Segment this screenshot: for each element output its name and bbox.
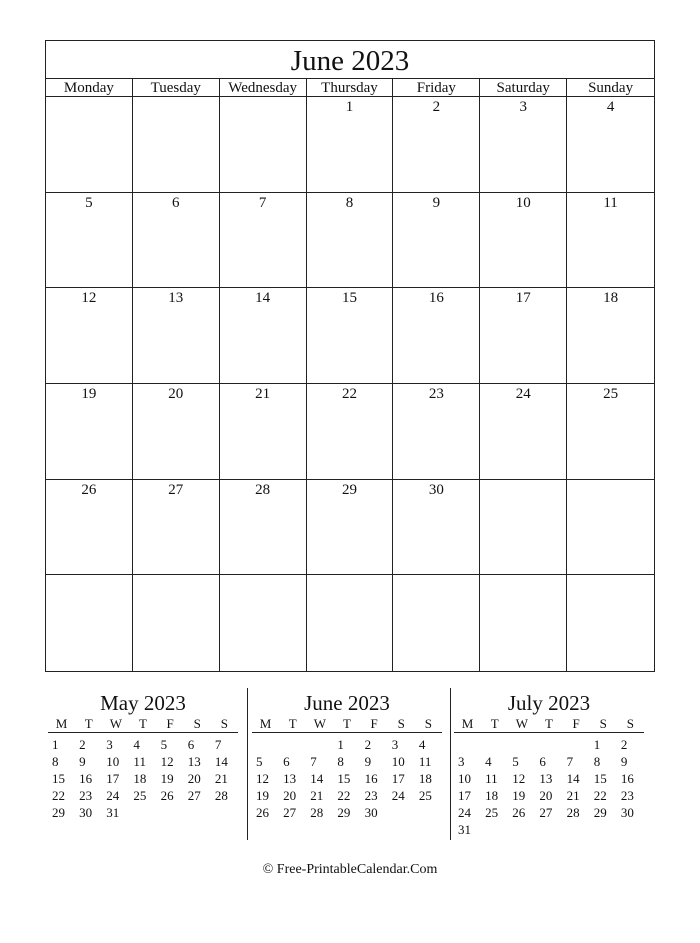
mini-weekday-label: T: [139, 716, 147, 731]
day-cell: 19: [46, 384, 133, 480]
day-cell: 17: [480, 288, 567, 384]
mini-weekday-label: T: [343, 716, 351, 731]
mini-day: 15: [52, 771, 65, 786]
mini-day: 1: [337, 737, 344, 752]
mini-day: 4: [485, 754, 492, 769]
mini-day: 23: [364, 788, 378, 803]
day-cell: 3: [480, 97, 567, 193]
mini-day: 26: [512, 805, 526, 820]
mini-day: 6: [187, 737, 195, 752]
mini-weekday-label: F: [572, 716, 580, 731]
mini-day: 15: [593, 771, 607, 786]
mini-day: 15: [337, 771, 351, 786]
day-cell: [133, 97, 220, 193]
day-cell: 1: [307, 97, 394, 193]
mini-day: 5: [256, 754, 263, 769]
mini-day: 25: [133, 788, 147, 803]
weekday-label: Friday: [393, 79, 480, 97]
weekday-label: Wednesday: [220, 79, 307, 97]
mini-day: [252, 736, 279, 753]
mini-day: 30: [620, 805, 634, 820]
mini-day: 22: [337, 788, 351, 803]
mini-day: 16: [620, 771, 634, 786]
mini-day: 12: [512, 771, 526, 786]
day-cell: [480, 575, 567, 671]
mini-weekday-label: W: [313, 716, 326, 731]
mini-day: 19: [512, 788, 526, 803]
mini-weekday-label: S: [626, 716, 635, 731]
mini-day: 16: [79, 771, 93, 786]
mini-day: 9: [620, 754, 628, 769]
day-cell: 2: [393, 97, 480, 193]
weekday-label: Tuesday: [133, 79, 220, 97]
day-cell: 22: [307, 384, 394, 480]
weekday-label: Sunday: [588, 80, 634, 96]
day-cell: 24: [480, 384, 567, 480]
mini-separator: [247, 688, 248, 840]
weekday-label: Monday: [46, 79, 133, 97]
mini-day: 25: [418, 788, 432, 803]
mini-day: 21: [310, 788, 324, 803]
calendar-grid: [46, 97, 654, 671]
day-cell: 10: [480, 193, 567, 289]
mini-day: [306, 736, 333, 753]
mini-day: 18: [485, 788, 499, 803]
mini-day: 1: [52, 737, 59, 752]
mini-calendar-title: July 2023: [507, 691, 591, 715]
mini-day: 31: [458, 822, 471, 837]
mini-day: 7: [310, 754, 317, 769]
mini-day: 20: [539, 788, 553, 803]
mini-day: 11: [418, 754, 432, 769]
mini-day: 14: [214, 754, 228, 769]
mini-day: 2: [364, 737, 372, 752]
mini-day: 16: [364, 771, 378, 786]
mini-day: 10: [106, 754, 120, 769]
mini-day: 8: [593, 754, 601, 769]
day-cell: 26: [46, 480, 133, 576]
mini-day: 5: [512, 754, 519, 769]
day-cell: 7: [220, 193, 307, 289]
mini-calendar-days: [454, 736, 644, 838]
day-cell: [567, 575, 654, 671]
mini-day: 10: [391, 754, 405, 769]
mini-separator: [450, 688, 451, 840]
mini-day: 8: [337, 754, 344, 769]
mini-day: 8: [52, 754, 59, 769]
mini-weekday-label: S: [193, 716, 201, 731]
day-cell: 21: [220, 384, 307, 480]
day-cell: 8: [307, 193, 394, 289]
mini-day: 19: [160, 771, 174, 786]
mini-day: 14: [566, 771, 580, 786]
mini-weekday-label: T: [288, 716, 297, 731]
mini-day: 12: [256, 771, 269, 786]
mini-calendar-header: [454, 716, 644, 733]
day-cell: 4: [567, 97, 654, 193]
day-cell: [393, 575, 480, 671]
mini-day: 28: [566, 805, 580, 820]
mini-weekday-label: S: [424, 716, 433, 731]
day-cell: 23: [393, 384, 480, 480]
mini-day: 21: [214, 771, 228, 786]
mini-day: 22: [593, 788, 607, 803]
mini-day: 27: [283, 805, 297, 820]
mini-day: 13: [283, 771, 297, 786]
day-cell: 30: [393, 480, 480, 576]
mini-day: 11: [133, 754, 146, 769]
mini-day: 30: [79, 805, 93, 820]
mini-day: 12: [160, 754, 174, 769]
mini-calendar-days: [252, 736, 442, 821]
mini-calendar-days: [48, 736, 238, 821]
mini-day: 9: [79, 754, 86, 769]
mini-calendar-may: [48, 690, 238, 821]
mini-day: 13: [539, 771, 553, 786]
mini-day: [454, 736, 481, 753]
mini-day: 4: [133, 737, 140, 752]
mini-day: 20: [283, 788, 297, 803]
day-cell: [307, 575, 394, 671]
mini-day: 20: [187, 771, 201, 786]
mini-day: 2: [79, 737, 86, 752]
mini-day: 30: [364, 805, 378, 820]
day-cell: 27: [133, 480, 220, 576]
day-cell: 29: [307, 480, 394, 576]
mini-day: 28: [214, 788, 228, 803]
mini-day: 19: [256, 788, 269, 803]
day-cell: 25: [567, 384, 654, 480]
mini-day: [535, 736, 562, 753]
day-cell: 16: [393, 288, 480, 384]
day-cell: 5: [46, 193, 133, 289]
day-cell: [133, 575, 220, 671]
day-cell: 6: [133, 193, 220, 289]
mini-weekday-label: F: [166, 716, 174, 731]
mini-weekday-label: W: [515, 716, 528, 731]
mini-calendar-june: [252, 690, 442, 821]
mini-day: 23: [620, 788, 634, 803]
mini-calendar-title: May 2023: [100, 691, 186, 715]
mini-calendar-title: June 2023: [304, 691, 390, 715]
day-cell: 12: [46, 288, 133, 384]
mini-calendar-july: [454, 690, 644, 838]
day-cell: [220, 97, 307, 193]
calendar-title: June 2023: [46, 41, 654, 79]
day-cell: 15: [307, 288, 394, 384]
mini-weekday-label: T: [545, 716, 553, 731]
mini-day: 23: [79, 788, 93, 803]
mini-weekday-label: F: [370, 716, 378, 731]
mini-weekday-label: M: [461, 716, 474, 731]
mini-day: 7: [214, 737, 222, 752]
mini-day: 28: [310, 805, 324, 820]
mini-day: 17: [106, 771, 120, 786]
weekday-label: Thursday: [307, 79, 394, 97]
mini-day: 31: [106, 805, 120, 820]
day-cell: 28: [220, 480, 307, 576]
mini-calendar-header: [48, 716, 238, 733]
mini-weekday-label: S: [397, 716, 405, 731]
mini-day: 9: [364, 754, 372, 769]
mini-day: 13: [187, 754, 201, 769]
mini-day: 17: [458, 788, 471, 803]
mini-day: 25: [485, 805, 499, 820]
mini-day: 3: [391, 737, 399, 752]
mini-day: 29: [337, 805, 351, 820]
mini-day: 2: [620, 737, 628, 752]
mini-day: 29: [593, 805, 607, 820]
day-cell: [567, 480, 654, 576]
mini-day: 10: [458, 771, 471, 786]
main-calendar: [45, 40, 655, 672]
mini-day: 7: [566, 754, 574, 769]
mini-day: [508, 736, 535, 753]
mini-day: 26: [160, 788, 174, 803]
day-cell: 9: [393, 193, 480, 289]
mini-day: 6: [539, 754, 546, 769]
mini-weekday-label: W: [109, 716, 122, 731]
day-cell: 18: [567, 288, 654, 384]
day-cell: 20: [133, 384, 220, 480]
mini-day: 24: [106, 788, 120, 803]
mini-day: 4: [418, 737, 426, 752]
mini-day: [563, 736, 590, 753]
mini-day: [279, 736, 306, 753]
mini-day: 27: [187, 788, 201, 803]
weekday-header-row: [46, 79, 654, 97]
day-cell: [480, 480, 567, 576]
mini-day: 18: [418, 771, 432, 786]
mini-day: 26: [256, 805, 269, 820]
mini-day: 24: [458, 805, 471, 820]
weekday-label: Saturday: [480, 79, 567, 97]
mini-day: 27: [539, 805, 553, 820]
mini-calendar-header: [252, 716, 442, 733]
mini-day: 21: [566, 788, 580, 803]
mini-weekday-label: T: [84, 716, 93, 731]
day-cell: 13: [133, 288, 220, 384]
mini-day: 14: [310, 771, 324, 786]
mini-day: 1: [593, 737, 601, 752]
mini-day: 3: [458, 754, 465, 769]
mini-day: 18: [133, 771, 147, 786]
mini-day: 3: [106, 737, 113, 752]
mini-day: 17: [391, 771, 405, 786]
mini-day: 11: [485, 771, 498, 786]
mini-weekday-label: S: [599, 716, 607, 731]
mini-day: [481, 736, 508, 753]
mini-day: 6: [283, 754, 290, 769]
mini-weekday-label: T: [490, 716, 499, 731]
mini-day: 29: [52, 805, 65, 820]
footer-credit: © Free-PrintableCalendar.Com: [262, 862, 438, 877]
day-cell: [220, 575, 307, 671]
mini-weekday-label: M: [55, 716, 68, 731]
day-cell: 11: [567, 193, 654, 289]
mini-day: 22: [52, 788, 65, 803]
mini-weekday-label: S: [220, 716, 229, 731]
day-cell: 14: [220, 288, 307, 384]
day-cell: [46, 97, 133, 193]
mini-weekday-label: M: [259, 716, 272, 731]
day-cell: [46, 575, 133, 671]
mini-day: 24: [391, 788, 405, 803]
mini-day: 5: [160, 737, 168, 752]
